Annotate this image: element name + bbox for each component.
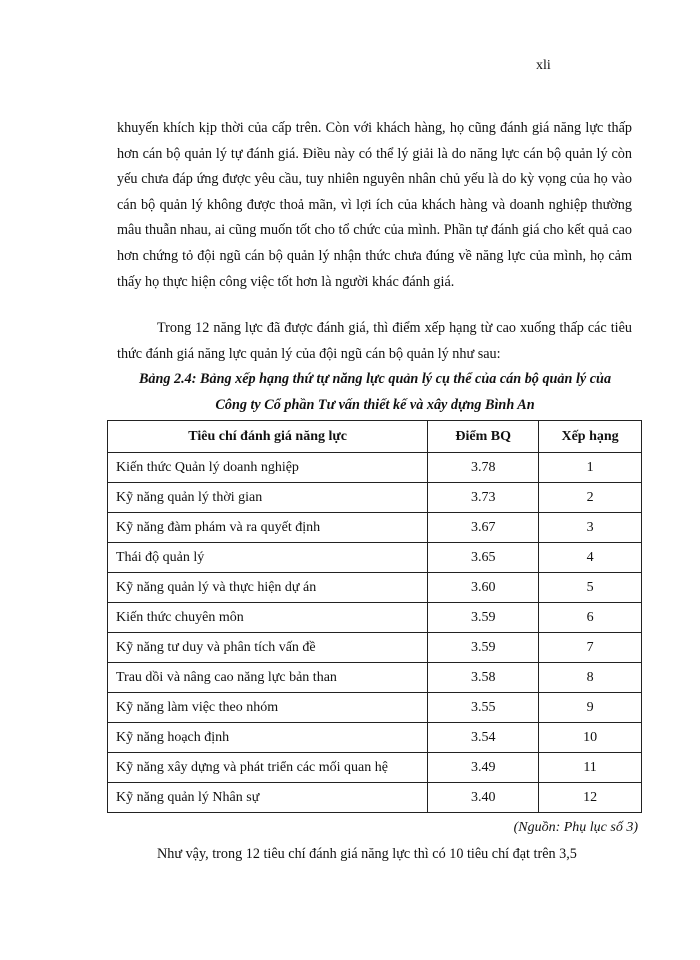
table-row [108,453,642,483]
table-row [108,663,642,693]
avg-score-cell: 3.59 [428,603,539,633]
table-caption-line-1: Bảng 2.4: Bảng xếp hạng thứ tự năng lực quản lý cụ thể của cán bộ quản lý của [138,371,612,387]
criteria-cell: Kỹ năng đàm phám và ra quyết định [108,513,428,543]
header-criteria: Tiêu chí đánh giá năng lực [108,421,428,453]
criteria-cell: Kỹ năng xây dựng và phát triển các mối quan hệ [108,753,428,783]
header-avg-score: Điểm BQ [428,421,539,453]
avg-score-cell: 3.67 [428,513,539,543]
avg-score-cell: 3.40 [428,783,539,813]
table-row [108,513,642,543]
rank-cell: 7 [539,633,642,663]
criteria-cell: Kỹ năng tư duy và phân tích vấn đề [108,633,428,663]
body-paragraph-1: khuyến khích kịp thời của cấp trên. Còn với khách hàng, họ cũng đánh giá năng lực thấp hơn cán bộ quản lý tự đánh giá. Điều này có thể lý giải là do năng lực cán bộ quản lý còn yếu chưa đáp ứng được yêu cầu, tuy nhiên nguyên nhân chủ yếu là do kỳ vọng của họ vào cán bộ quản lý không được thoả mãn, vì lợi ích của khách hàng và doanh nghiệp thường mâu thuẫn nhau, ai cũng muốn tốt cho tổ chức của mình. Phần tự đánh giá cho kết quả cao hơn chứng tỏ đội ngũ cán bộ quản lý nhận thức chưa đúng về năng lực của mình, họ cảm thấy họ thực hiện công việc tốt hơn là người khác đánh giá. [117,120,632,290]
criteria-cell: Kỹ năng hoạch định [108,723,428,753]
criteria-cell: Kỹ năng quản lý thời gian [108,483,428,513]
rank-cell: 6 [539,603,642,633]
table-body [108,453,642,813]
rank-cell: 1 [539,453,642,483]
criteria-cell: Kỹ năng quản lý Nhân sự [108,783,428,813]
rank-cell: 8 [539,663,642,693]
table-row [108,783,642,813]
table-row [108,753,642,783]
avg-score-cell: 3.58 [428,663,539,693]
source-note: (Nguồn: Phụ lục số 3) [513,820,638,835]
rank-cell: 4 [539,543,642,573]
avg-score-cell: 3.55 [428,693,539,723]
table-row [108,603,642,633]
rank-cell: 2 [539,483,642,513]
ranking-table [107,420,642,813]
rank-cell: 10 [539,723,642,753]
criteria-cell: Kỹ năng làm việc theo nhóm [108,693,428,723]
table-row [108,633,642,663]
rank-cell: 3 [539,513,642,543]
criteria-cell: Thái độ quản lý [108,543,428,573]
table-row [108,693,642,723]
avg-score-cell: 3.78 [428,453,539,483]
avg-score-cell: 3.60 [428,573,539,603]
avg-score-cell: 3.73 [428,483,539,513]
rank-cell: 11 [539,753,642,783]
page-number: xli [536,58,551,73]
header-rank: Xếp hạng [539,421,642,453]
rank-cell: 12 [539,783,642,813]
table-caption-line-2: Công ty Cổ phần Tư vấn thiết kế và xây dựng Bình An [215,397,535,413]
body-paragraph-2: Trong 12 năng lực đã được đánh giá, thì điểm xếp hạng từ cao xuống thấp các tiêu thức đánh giá năng lực quản lý của đội ngũ cán bộ quản lý như sau: [117,320,632,362]
avg-score-cell: 3.59 [428,633,539,663]
table-row [108,723,642,753]
criteria-cell: Kiến thức chuyên môn [108,603,428,633]
criteria-cell: Kiến thức Quản lý doanh nghiệp [108,453,428,483]
avg-score-cell: 3.49 [428,753,539,783]
table-header-row [108,421,642,453]
table-row [108,543,642,573]
body-paragraph-3: Như vậy, trong 12 tiêu chí đánh giá năng lực thì có 10 tiêu chí đạt trên 3,5 [157,846,577,862]
avg-score-cell: 3.65 [428,543,539,573]
rank-cell: 5 [539,573,642,603]
table-row [108,483,642,513]
avg-score-cell: 3.54 [428,723,539,753]
table-row [108,573,642,603]
criteria-cell: Trau dồi và nâng cao năng lực bản than [108,663,428,693]
rank-cell: 9 [539,693,642,723]
criteria-cell: Kỹ năng quản lý và thực hiện dự án [108,573,428,603]
